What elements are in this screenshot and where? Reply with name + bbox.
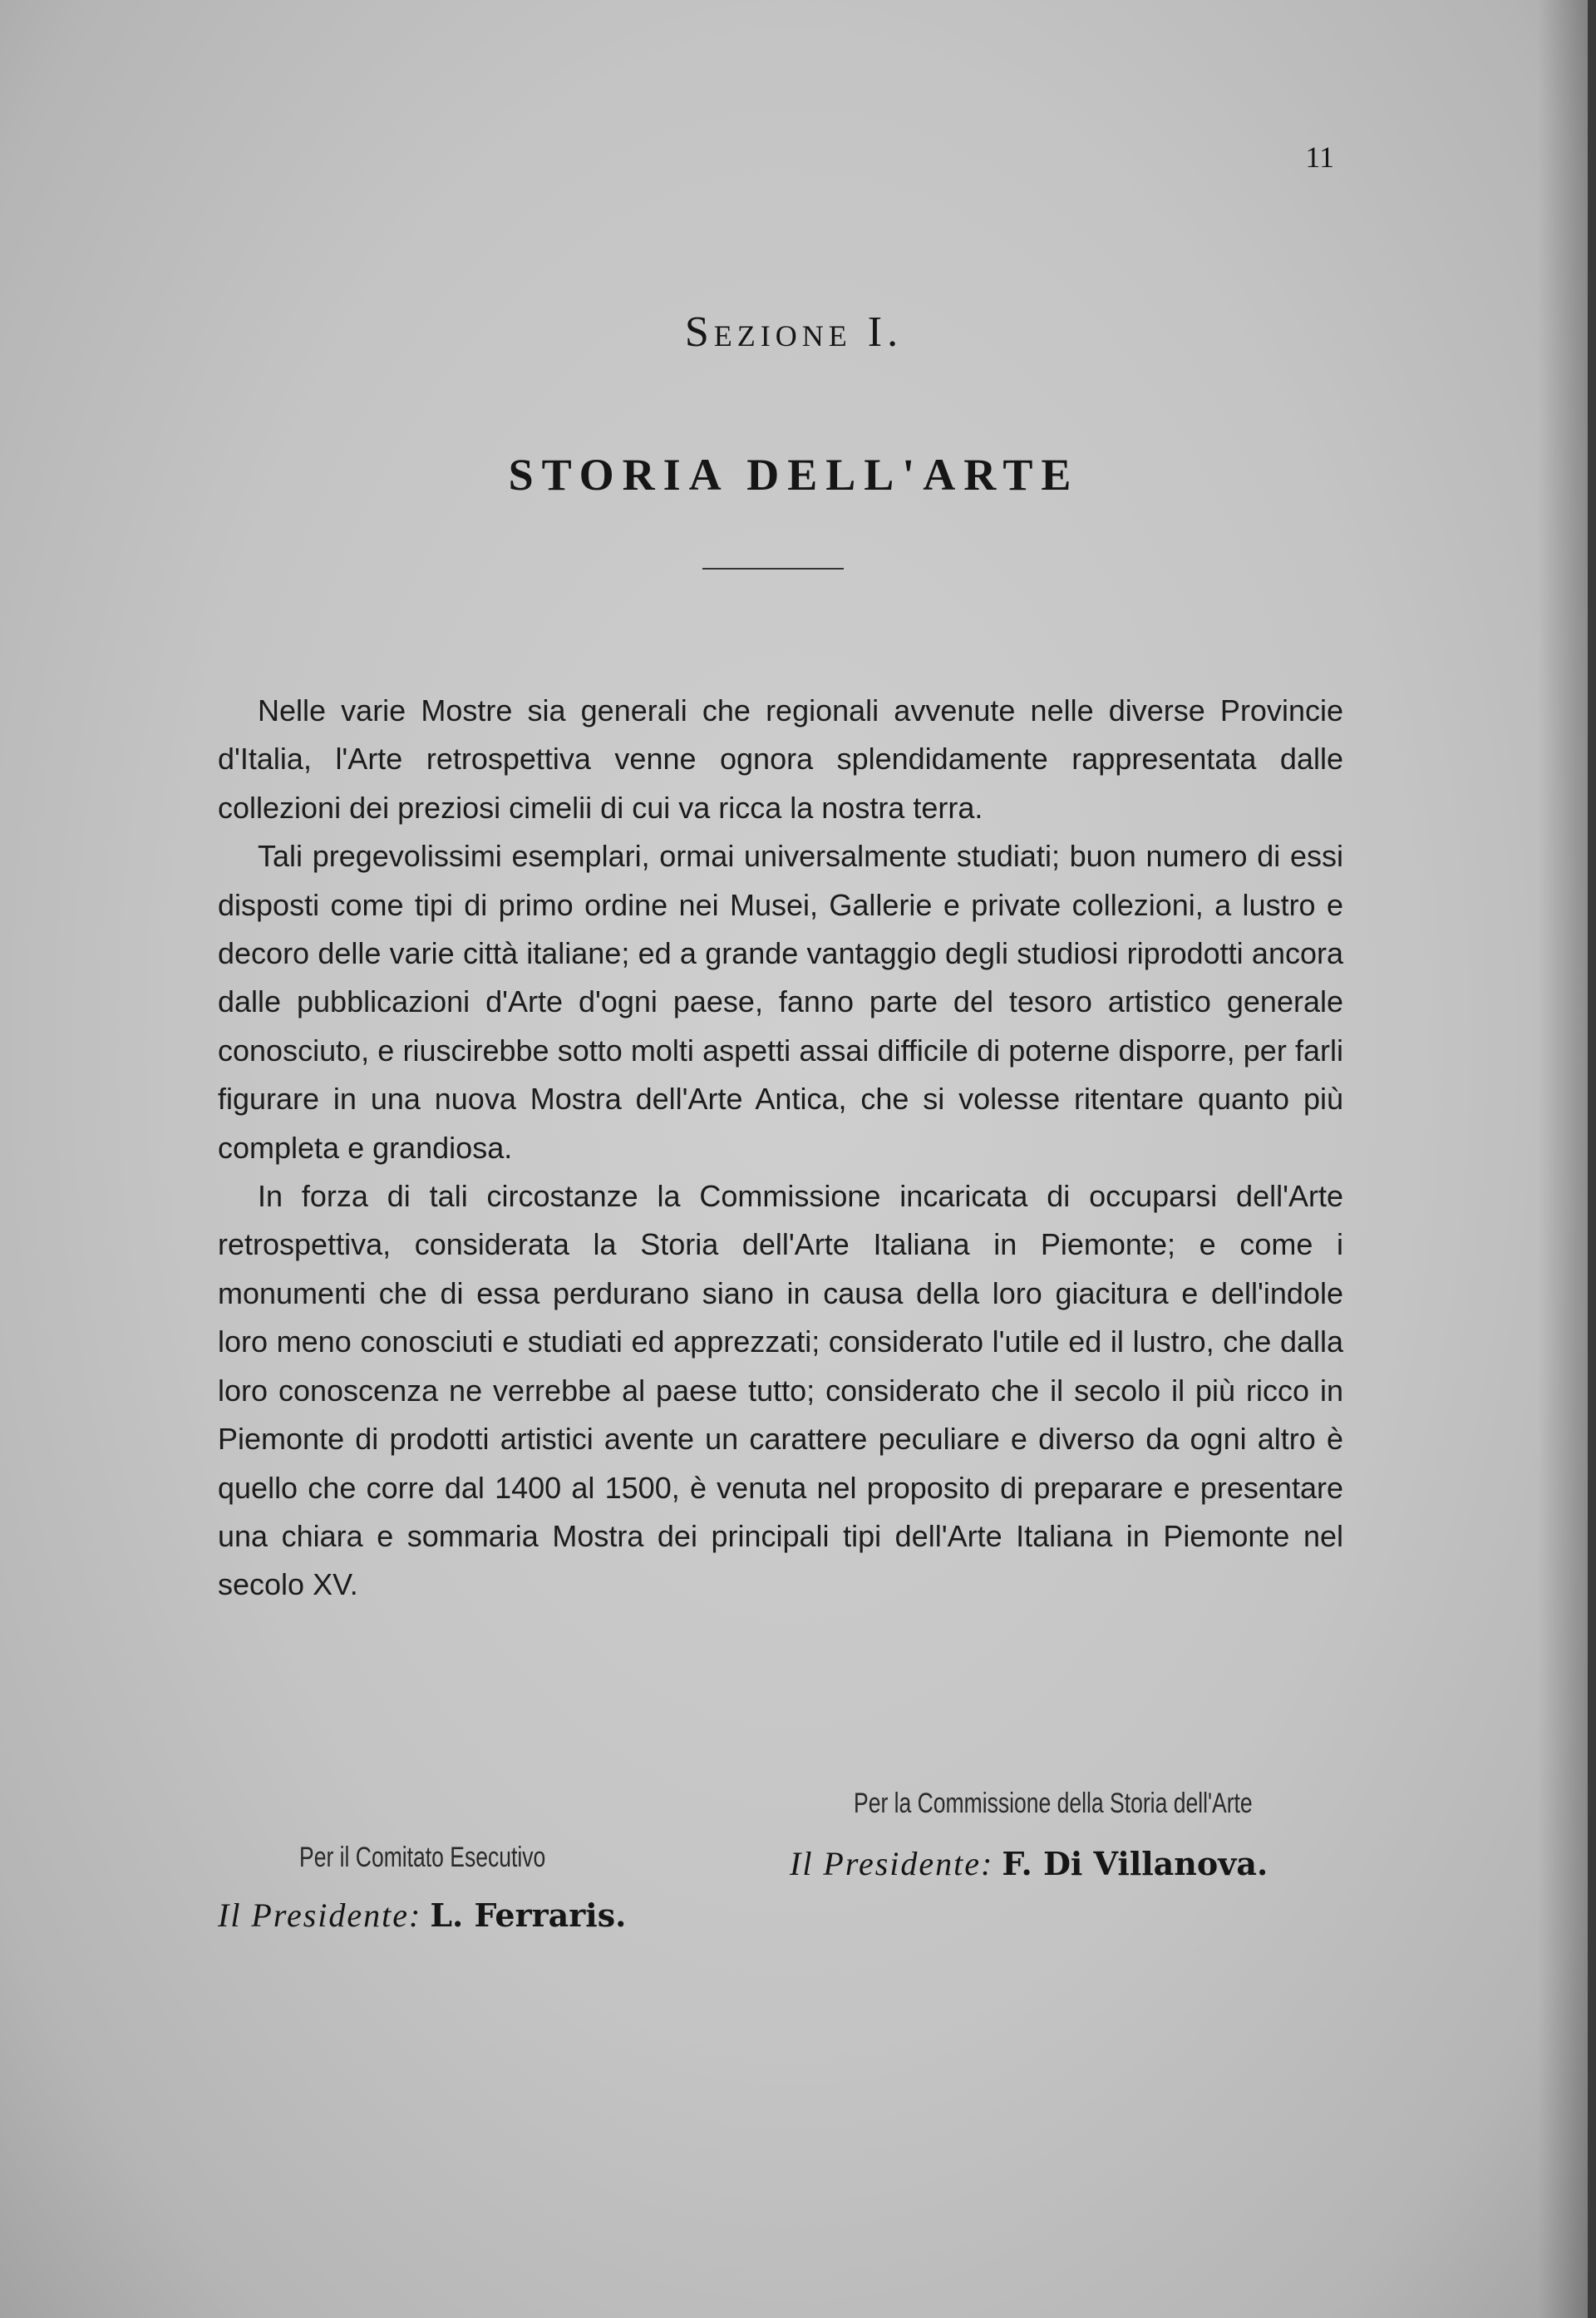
left-signature-organization: Per il Comitato Esecutivo [299,1842,546,1873]
left-signature-role: Il Presidente: [218,1896,422,1934]
title-divider [702,568,844,570]
paragraph: Tali pregevolissimi esemplari, ormai universalmente studiati; buon numero di essi disposti come tipi di primo ordine nei Musei, Gallerie e private collezioni, a lustro e decoro delle varie città italiane; ed a grande vantaggio degli studiosi riprodotti ancora dalle pubblicazioni d'Arte d'ogni paese, fanno parte del tesoro artistico generale conosciuto, e riuscirebbe sotto molti aspetti assai difficile di poterne disporre, per farli figurare in una nuova Mostra dell'Arte Antica, che si volesse ritentare quanto più completa e grandiosa. [218,839,1343,1165]
left-signature [218,1896,626,1935]
left-signature-name: L. Ferraris. [430,1896,627,1934]
right-signature [790,1844,1268,1883]
paragraph: In forza di tali circostanze la Commissione incaricata di occuparsi dell'Arte retrospettiva, considerata la Storia dell'Arte Italiana in Piemonte; e come i monumenti che di essa perdurano siano in causa della loro giacitura e dell'indole loro meno conosciuti e studiati ed apprezzati; considerato l'utile ed il lustro, che dalla loro conoscenza ne verrebbe al paese tutto; considerato che il secolo il più ricco in Piemonte di prodotti artistici avente un carattere peculiare e diverso da ogni altro è quello che corre dal 1400 al 1500, è venuta nel proposito di preparare e presentare una chiara e sommaria Mostra dei principali tipi dell'Arte Italiana in Piemonte nel secolo XV. [218,1179,1343,1602]
page-number: 11 [1305,141,1334,174]
section-title: Sezione I. [684,308,904,356]
body-text [218,687,1343,1610]
right-signature-name: F. Di Villanova. [1002,1845,1268,1882]
paragraph: Nelle varie Mostre sia generali che regionali avvenute nelle diverse Provincie d'Italia, l'Arte retrospettiva venne ognora splendidamente rappresentata dalle collezioni dei preziosi cimelii di cui va ricca la nostra terra. [218,693,1343,825]
main-title: STORIA DELL'ARTE [508,450,1080,500]
right-signature-organization: Per la Commissione della Storia dell'Arte [854,1788,1253,1819]
right-signature-role: Il Presidente: [790,1845,994,1882]
